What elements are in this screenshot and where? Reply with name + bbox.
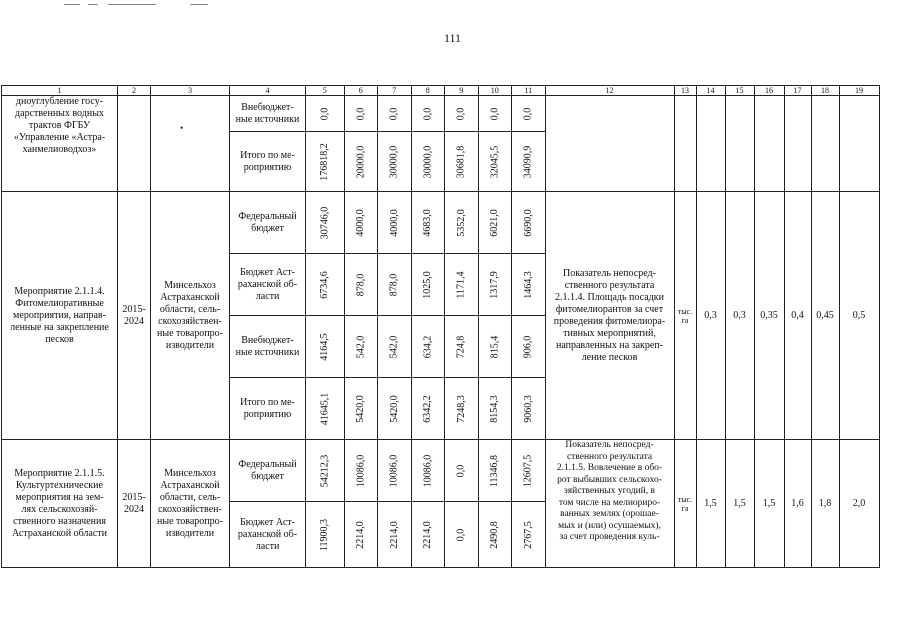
amount-cell <box>445 254 479 316</box>
amount-cell-text: 9060,3 <box>522 394 534 423</box>
amount-cell <box>306 316 345 378</box>
amount-cell-text: 32045,5 <box>488 145 500 178</box>
amount-cell-text: 815,4 <box>488 335 500 358</box>
amount-cell-text: 906,0 <box>522 335 534 358</box>
program-table <box>1 85 880 568</box>
scan-smudge <box>108 4 156 5</box>
indicator-cell: Показатель непосред- ственного результата 2.1.1.5. Вовлечение в обо- рот выбывших сельскохо- зяйственных угодий, в том числе на мелиориро- ванных землях (орошае- мых и (или) осушаемых), за счет проведения куль- <box>545 440 674 568</box>
amount-cell <box>512 316 546 378</box>
amount-cell-text: 20000,0 <box>354 145 366 178</box>
amount-cell-text: 634,2 <box>421 335 433 358</box>
amount-cell <box>478 96 512 132</box>
amount-cell-text: 6734,6 <box>318 270 330 299</box>
amount-cell-text: 0,0 <box>488 107 500 120</box>
amount-cell-text: 30000,0 <box>388 145 400 178</box>
amount-cell-text: 5420,0 <box>388 394 400 423</box>
amount-cell-text: 8154,3 <box>488 394 500 423</box>
period-cell <box>118 96 151 192</box>
amount-cell-text: 4000,0 <box>354 208 366 237</box>
amount-cell <box>306 96 345 132</box>
amount-cell-text: 41645,1 <box>318 392 330 425</box>
scan-smudge <box>190 4 208 5</box>
amount-cell-text: 10086,0 <box>388 454 400 487</box>
amount-cell-text: 0,0 <box>522 107 534 120</box>
amount-cell <box>378 254 412 316</box>
scan-smudge <box>64 4 80 5</box>
amount-cell-text: 5420,0 <box>354 394 366 423</box>
amount-cell <box>378 192 412 254</box>
amount-cell-text: 0,0 <box>455 528 467 541</box>
amount-cell-text: 2214,0 <box>421 520 433 549</box>
amount-cell <box>344 192 378 254</box>
amount-cell-text: 2767,5 <box>522 520 534 549</box>
amount-cell-text: 4000,0 <box>388 208 400 237</box>
measure-title-cell: Мероприятие 2.1.1.4. Фитомелиоративные мероприятия, направ- ленные на закрепление песков <box>2 192 118 440</box>
target-value-cell: 1,6 <box>784 440 811 568</box>
amount-cell <box>378 96 412 132</box>
scan-smudge <box>88 4 98 5</box>
amount-cell-text: 30681,8 <box>455 145 467 178</box>
header-cell: 14 <box>696 86 725 96</box>
amount-cell-text: 0,0 <box>421 107 433 120</box>
amount-cell-text: 5352,0 <box>455 208 467 237</box>
amount-cell <box>445 502 479 568</box>
target-value-cell: 1,5 <box>754 440 784 568</box>
amount-cell <box>306 132 345 192</box>
amount-cell <box>411 96 445 132</box>
header-cell: 15 <box>725 86 754 96</box>
measure-title-cell: Мероприятие 2.1.1.5. Культуртехнические мероприятия на зем- лях сельскохозяй- ственного назначения Астраханской области <box>2 440 118 568</box>
header-cell: 4 <box>230 86 306 96</box>
amount-cell <box>478 502 512 568</box>
amount-cell <box>478 254 512 316</box>
executor-cell: Минсельхоз Астраханской области, сель- скохозяйствен- ные товаропро- изводители <box>151 440 230 568</box>
header-cell: 7 <box>378 86 412 96</box>
amount-cell <box>445 192 479 254</box>
target-value-cell: 2,0 <box>839 440 879 568</box>
amount-cell <box>378 378 412 440</box>
amount-cell <box>512 440 546 502</box>
amount-cell <box>306 192 345 254</box>
target-cell <box>811 96 839 192</box>
amount-cell-text: 542,0 <box>388 335 400 358</box>
amount-cell <box>344 96 378 132</box>
amount-cell-text: 10086,0 <box>421 454 433 487</box>
amount-cell <box>512 502 546 568</box>
target-value-cell: 1,5 <box>696 440 725 568</box>
target-value-cell: 1,5 <box>725 440 754 568</box>
header-cell: 2 <box>118 86 151 96</box>
amount-cell <box>411 378 445 440</box>
header-cell: 13 <box>674 86 696 96</box>
amount-cell-text: 30000,0 <box>421 145 433 178</box>
amount-cell <box>411 502 445 568</box>
funding-source-cell: Бюджет Аст- раханской об- ласти <box>230 502 306 568</box>
amount-cell-text: 542,0 <box>354 335 366 358</box>
amount-cell-text: 0,0 <box>455 107 467 120</box>
amount-cell-text: 30746,0 <box>318 206 330 239</box>
amount-cell <box>344 132 378 192</box>
target-value-cell: 0,5 <box>839 192 879 440</box>
amount-cell-text: 878,0 <box>354 273 366 296</box>
header-cell: 6 <box>344 86 378 96</box>
amount-cell-text: 1171,4 <box>455 270 467 299</box>
header-cell: 18 <box>811 86 839 96</box>
funding-source-cell: Бюджет Аст- раханской об- ласти <box>230 254 306 316</box>
measure-title-cell: дноуглубление госу- дарственных водных трактов ФГБУ «Управление «Астра- ханмелиоводхоз» <box>2 96 118 192</box>
target-cell <box>839 96 879 192</box>
amount-cell <box>306 440 345 502</box>
header-cell: 19 <box>839 86 879 96</box>
amount-cell <box>378 502 412 568</box>
amount-cell <box>512 378 546 440</box>
header-cell: 16 <box>754 86 784 96</box>
amount-cell-text: 1317,9 <box>488 270 500 299</box>
amount-cell <box>478 440 512 502</box>
amount-cell <box>344 254 378 316</box>
target-value-cell: 0,45 <box>811 192 839 440</box>
funding-source-cell: Федеральный бюджет <box>230 440 306 502</box>
amount-cell <box>411 316 445 378</box>
header-cell: 3 <box>151 86 230 96</box>
amount-cell <box>411 192 445 254</box>
amount-cell-text: 2214,0 <box>388 520 400 549</box>
amount-cell-text: 0,0 <box>388 107 400 120</box>
amount-cell-text: 34090,9 <box>522 145 534 178</box>
period-cell: 2015- 2024 <box>118 440 151 568</box>
amount-cell-text: 7248,3 <box>455 394 467 423</box>
funding-source-cell: Итого по ме- роприятию <box>230 378 306 440</box>
target-value-cell: 0,3 <box>725 192 754 440</box>
header-cell: 9 <box>445 86 479 96</box>
amount-cell <box>344 316 378 378</box>
amount-cell <box>478 192 512 254</box>
amount-cell-text: 12607,5 <box>522 454 534 487</box>
amount-cell <box>445 378 479 440</box>
amount-cell <box>445 132 479 192</box>
amount-cell <box>306 254 345 316</box>
stray-mark: • <box>180 123 184 133</box>
target-value-cell: 1,8 <box>811 440 839 568</box>
amount-cell-text: 878,0 <box>388 273 400 296</box>
unit-cell: тыс. га <box>674 192 696 440</box>
amount-cell-text: 6690,0 <box>522 208 534 237</box>
page-number: 111 <box>443 31 462 45</box>
amount-cell <box>512 132 546 192</box>
amount-cell <box>344 502 378 568</box>
unit-cell: тыс. га <box>674 440 696 568</box>
amount-cell <box>411 254 445 316</box>
amount-cell <box>306 502 345 568</box>
header-cell: 11 <box>512 86 546 96</box>
amount-cell <box>512 192 546 254</box>
target-cell <box>754 96 784 192</box>
amount-cell-text: 2490,8 <box>488 520 500 549</box>
header-cell: 5 <box>306 86 345 96</box>
amount-cell <box>378 132 412 192</box>
target-cell <box>725 96 754 192</box>
amount-cell-text: 54212,3 <box>318 454 330 487</box>
header-cell: 8 <box>411 86 445 96</box>
amount-cell-text: 6021,0 <box>488 208 500 237</box>
amount-cell <box>478 316 512 378</box>
amount-cell-text: 10086,0 <box>354 454 366 487</box>
amount-cell-text: 4683,0 <box>421 208 433 237</box>
amount-cell <box>478 378 512 440</box>
target-value-cell: 0,35 <box>754 192 784 440</box>
amount-cell <box>344 440 378 502</box>
indicator-cell: Показатель непосред- ственного результата 2.1.1.4. Площадь посадки фитомелиорантов за счет проведения фитомелиора- тивных мероприятий, направленных на закреп- ление песков <box>545 192 674 440</box>
amount-cell <box>378 316 412 378</box>
amount-cell <box>445 316 479 378</box>
amount-cell <box>512 254 546 316</box>
amount-cell-text: 1464,3 <box>522 270 534 299</box>
header-cell: 17 <box>784 86 811 96</box>
amount-cell-text: 2214,0 <box>354 520 366 549</box>
amount-cell-text: 0,0 <box>354 107 366 120</box>
amount-cell-text: 6342,2 <box>421 394 433 423</box>
amount-cell-text: 4164,5 <box>318 332 330 361</box>
amount-cell <box>445 440 479 502</box>
period-cell: 2015- 2024 <box>118 192 151 440</box>
amount-cell-text: 0,0 <box>318 107 330 120</box>
amount-cell-text: 11900,3 <box>318 518 330 551</box>
amount-cell <box>344 378 378 440</box>
amount-cell-text: 176818,2 <box>318 142 330 181</box>
amount-cell-text: 11346,8 <box>488 454 500 487</box>
header-cell: 12 <box>545 86 674 96</box>
target-cell <box>784 96 811 192</box>
target-cell <box>696 96 725 192</box>
target-cell <box>674 96 696 192</box>
funding-source-cell: Федеральный бюджет <box>230 192 306 254</box>
amount-cell-text: 724,8 <box>455 335 467 358</box>
funding-source-cell: Внебюджет- ные источники <box>230 316 306 378</box>
amount-cell-text: 1025,0 <box>421 270 433 299</box>
header-cell: 10 <box>478 86 512 96</box>
amount-cell <box>378 440 412 502</box>
indicator-cell <box>545 96 674 192</box>
amount-cell-text: 0,0 <box>455 464 467 477</box>
amount-cell <box>478 132 512 192</box>
executor-cell <box>151 96 230 192</box>
amount-cell <box>512 96 546 132</box>
funding-source-cell: Итого по ме- роприятию <box>230 132 306 192</box>
executor-cell: Минсельхоз Астраханской области, сель- скохозяйствен- ные товаропро- изводители <box>151 192 230 440</box>
amount-cell <box>411 132 445 192</box>
amount-cell <box>411 440 445 502</box>
funding-source-cell: Внебюджет- ные источники <box>230 96 306 132</box>
amount-cell <box>306 378 345 440</box>
target-value-cell: 0,4 <box>784 192 811 440</box>
header-cell: 1 <box>2 86 118 96</box>
target-value-cell: 0,3 <box>696 192 725 440</box>
amount-cell <box>445 96 479 132</box>
